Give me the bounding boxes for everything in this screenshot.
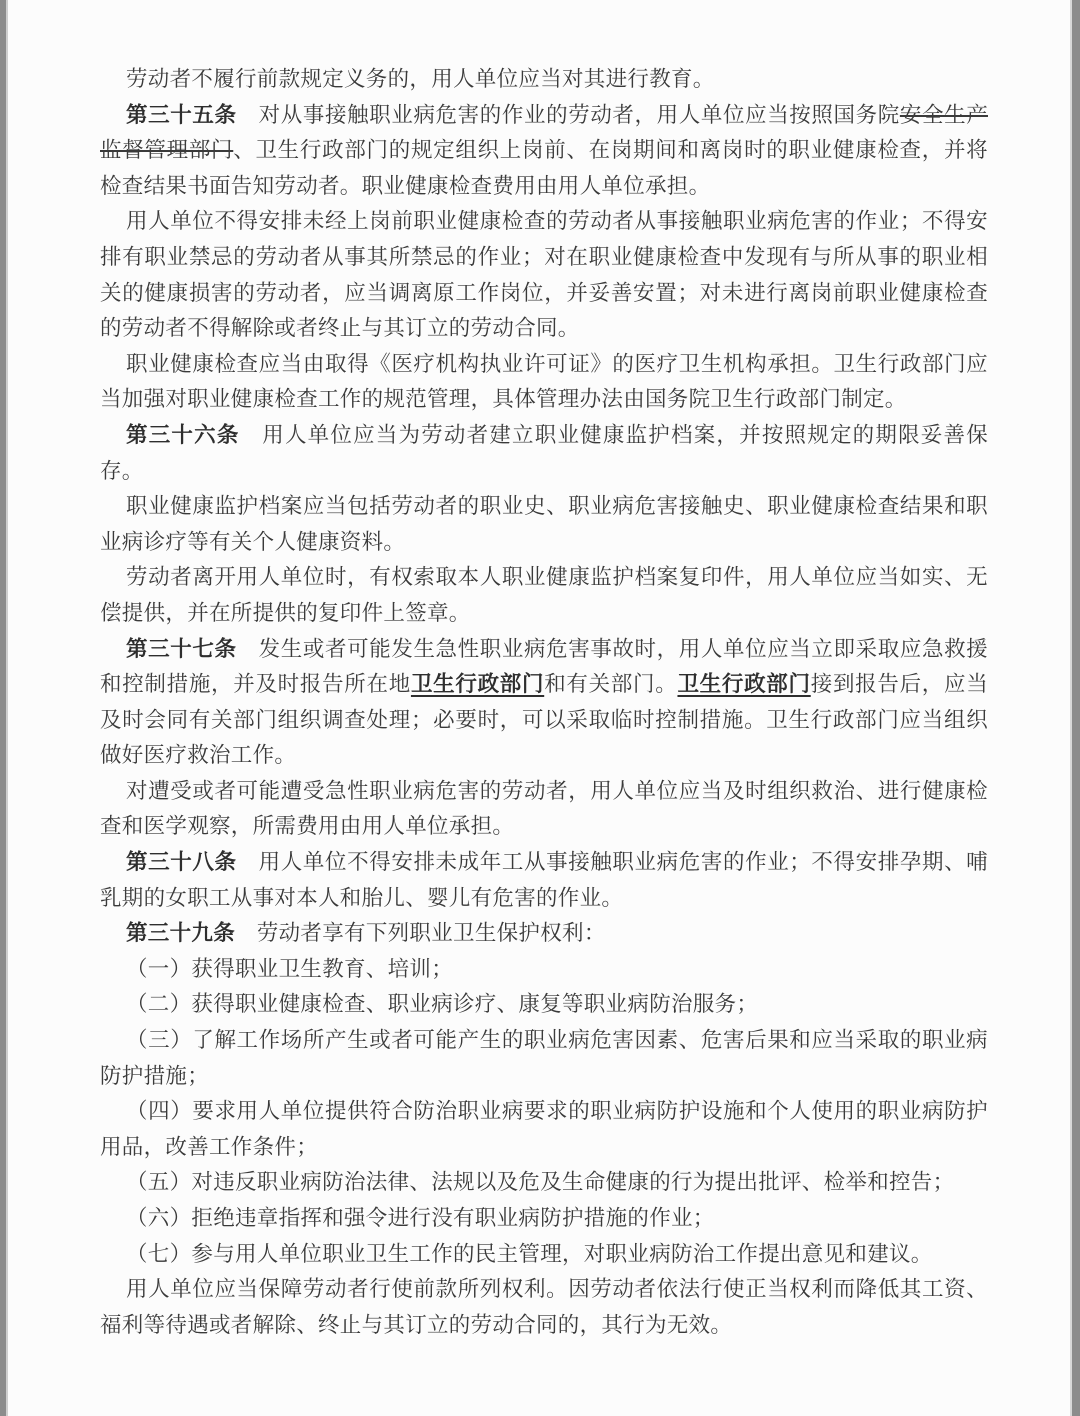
paragraph [100, 632, 988, 774]
text-run: 用人单位不得安排未经上岗前职业健康检查的劳动者从事接触职业病危害的作业；不得安排有职业禁忌的劳动者从事其所禁忌的作业；对在职业健康检查中发现有与所从事的职业相关的健康损害的劳动者，应当调离原工作岗位，并妥善安置；对未进行离岗前职业健康检查的劳动者不得解除或者终止与其订立的劳动合同。 [100, 209, 988, 341]
paragraph [100, 1237, 988, 1273]
paragraph [100, 1094, 988, 1165]
text-run: （二）获得职业健康检查、职业病诊疗、康复等职业病防治服务； [126, 992, 759, 1017]
paragraph [100, 952, 988, 988]
text-run: 对从事接触职业病危害的作业的劳动者，用人单位应当按照国务院 [236, 102, 900, 127]
paragraph [100, 1165, 988, 1201]
text-run: 发生或者可能发生急性职业病危害事故时，用人单位应当立即采取应急救援和控制措施，并及时报告所在地 [100, 636, 988, 697]
text-run: （三）了解工作场所产生或者可能产生的职业病危害因素、危害后果和应当采取的职业病防护措施； [100, 1028, 988, 1088]
paragraph [100, 845, 988, 916]
article-number: 第三十七条 [126, 636, 237, 661]
paragraph [100, 98, 988, 205]
inserted-text: 卫生行政部门 [410, 672, 545, 697]
text-run: （七）参与用人单位职业卫生工作的民主管理，对职业病防治工作提出意见和建议。 [126, 1241, 933, 1266]
paragraph [100, 916, 988, 952]
deleted-text: 安全生产监督管理部门 [100, 102, 988, 163]
paragraph [100, 1201, 988, 1237]
text-run: （一）获得职业卫生教育、培训； [126, 956, 454, 981]
text-run: 用人单位不得安排未成年工从事接触职业病危害的作业；不得安排孕期、哺乳期的女职工从事对本人和胎儿、婴儿有危害的作业。 [100, 850, 988, 910]
inserted-text: 卫生行政部门 [677, 672, 811, 697]
text-run: 劳动者享有下列职业卫生保护权利： [235, 921, 606, 946]
text-run: 、卫生行政部门的规定组织上岗前、在岗期间和离岗时的职业健康检查，并将检查结果书面告知劳动者。职业健康检查费用由用人单位承担。 [100, 138, 988, 198]
text-run: 用人单位应当为劳动者建立职业健康监护档案，并按照规定的期限妥善保存。 [100, 422, 988, 483]
article-number: 第三十五条 [126, 102, 237, 127]
text-run: （四）要求用人单位提供符合防治职业病要求的职业病防护设施和个人使用的职业病防护用品，改善工作条件； [100, 1099, 988, 1159]
text-run: （六）拒绝违章指挥和强令进行没有职业病防护措施的作业； [126, 1206, 715, 1230]
article-number: 第三十六条 [126, 422, 240, 447]
paragraph [100, 489, 988, 560]
text-run: 和有关部门。 [544, 672, 678, 697]
page-edge-left [0, 0, 8, 1416]
paragraph [100, 1023, 988, 1094]
paragraph [100, 987, 988, 1023]
paragraph [100, 774, 988, 845]
paragraph [100, 347, 988, 418]
document-body [100, 62, 988, 1343]
paragraph [100, 560, 988, 631]
text-run: 劳动者离开用人单位时，有权索取本人职业健康监护档案复印件，用人单位应当如实、无偿提供，并在所提供的复印件上签章。 [100, 565, 988, 625]
scanned-page [8, 0, 1070, 1416]
text-run: （五）对违反职业病防治法律、法规以及危及生命健康的行为提出批评、检举和控告； [126, 1170, 955, 1195]
paragraph [100, 62, 988, 98]
paragraph [100, 204, 988, 346]
page-edge-right [1070, 0, 1080, 1416]
text-run: 对遭受或者可能遭受急性职业病危害的劳动者，用人单位应当及时组织救治、进行健康检查和医学观察，所需费用由用人单位承担。 [100, 778, 988, 839]
text-run: 职业健康监护档案应当包括劳动者的职业史、职业病危害接触史、职业健康检查结果和职业病诊疗等有关个人健康资料。 [100, 494, 988, 554]
text-run: 接到报告后，应当及时会同有关部门组织调查处理；必要时，可以采取临时控制措施。卫生行政部门应当组织做好医疗救治工作。 [100, 672, 988, 768]
text-run: 职业健康检查应当由取得《医疗机构执业许可证》的医疗卫生机构承担。卫生行政部门应当加强对职业健康检查工作的规范管理，具体管理办法由国务院卫生行政部门制定。 [100, 351, 988, 412]
text-run: 用人单位应当保障劳动者行使前款所列权利。因劳动者依法行使正当权利而降低其工资、福利等待遇或者解除、终止与其订立的劳动合同的，其行为无效。 [100, 1277, 988, 1337]
text-run: 劳动者不履行前款规定义务的，用人单位应当对其进行教育。 [126, 67, 715, 91]
article-number: 第三十九条 [126, 921, 236, 946]
article-number: 第三十八条 [126, 850, 237, 875]
paragraph [100, 1272, 988, 1343]
paragraph [100, 418, 988, 489]
